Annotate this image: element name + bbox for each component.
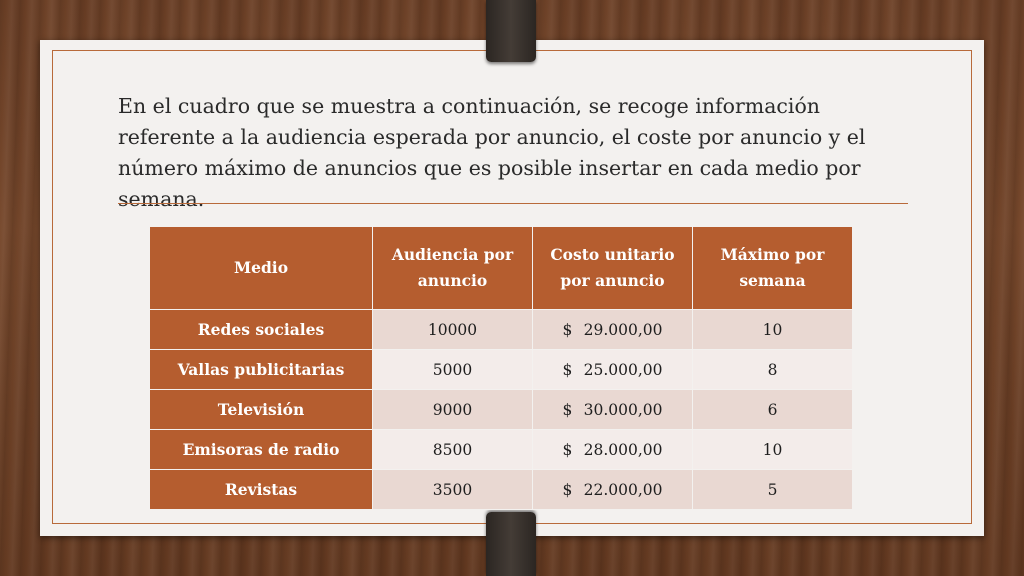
- cost-value: 22.000,00: [583, 480, 663, 499]
- media-table: [149, 226, 853, 510]
- cost-value: 30.000,00: [583, 400, 663, 419]
- row-costo: [533, 350, 693, 390]
- currency-symbol: $: [562, 480, 573, 499]
- currency-symbol: $: [562, 440, 573, 459]
- row-maximo: 10: [693, 310, 853, 350]
- intro-paragraph: En el cuadro que se muestra a continuación, se recoge información referente a la audiencia esperada por anuncio, el coste por anuncio y el número máximo de anuncios que es posible insertar en cada medio por semana.: [118, 94, 866, 211]
- bottom-clip: [486, 512, 536, 576]
- row-costo: [533, 430, 693, 470]
- row-costo: [533, 310, 693, 350]
- table-row: [150, 390, 853, 430]
- row-medio: Vallas publicitarias: [150, 350, 373, 390]
- row-medio: Redes sociales: [150, 310, 373, 350]
- row-audiencia: 5000: [373, 350, 533, 390]
- row-audiencia: 8500: [373, 430, 533, 470]
- divider-line: [118, 203, 908, 204]
- header-audiencia: Audiencia por anuncio: [373, 227, 533, 310]
- cost-value: 28.000,00: [583, 440, 663, 459]
- row-maximo: 8: [693, 350, 853, 390]
- table-row: [150, 430, 853, 470]
- top-clip: [486, 0, 536, 62]
- row-costo: [533, 470, 693, 510]
- row-medio: Televisión: [150, 390, 373, 430]
- row-maximo: 5: [693, 470, 853, 510]
- table-row: [150, 310, 853, 350]
- row-maximo: 10: [693, 430, 853, 470]
- row-medio: Revistas: [150, 470, 373, 510]
- currency-symbol: $: [562, 320, 573, 339]
- row-audiencia: 9000: [373, 390, 533, 430]
- header-costo: Costo unitario por anuncio: [533, 227, 693, 310]
- row-medio: Emisoras de radio: [150, 430, 373, 470]
- currency-symbol: $: [562, 400, 573, 419]
- currency-symbol: $: [562, 360, 573, 379]
- row-maximo: 6: [693, 390, 853, 430]
- table-row: [150, 350, 853, 390]
- row-costo: [533, 390, 693, 430]
- row-audiencia: 10000: [373, 310, 533, 350]
- table-row: [150, 470, 853, 510]
- cost-value: 25.000,00: [583, 360, 663, 379]
- header-medio: Medio: [150, 227, 373, 310]
- table-header-row: [150, 227, 853, 310]
- cost-value: 29.000,00: [583, 320, 663, 339]
- row-audiencia: 3500: [373, 470, 533, 510]
- header-maximo: Máximo por semana: [693, 227, 853, 310]
